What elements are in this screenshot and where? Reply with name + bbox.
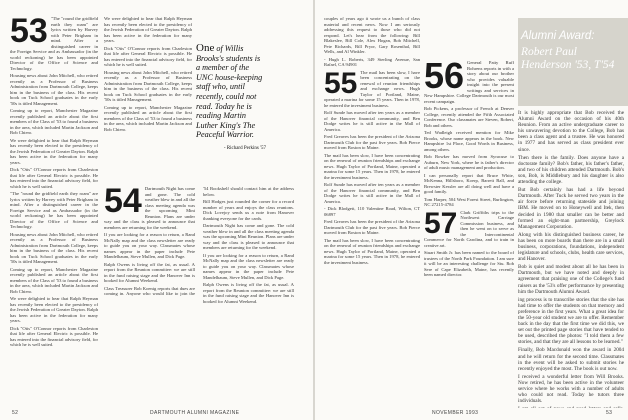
class-notes-53-p1: "The "round the gridfield earth they roam" are lyrics written by Harvey with Peter Brigham in mind. After a distinguished career in the Foreign Service and as Ambassador (in the world reckoning) he has been appointed Director of the Office of Science and Technology. [10, 16, 98, 71]
right-column-1 [324, 16, 420, 408]
award-title: Alumni Award: [521, 30, 595, 42]
class-notes-55-p1b: The mail has been slow, I have been concentrating on the renewal of reunion friendships and exchange news. Hugh Taylor of Portland, Maine, operated a marina for some 15 years. Then in 1978, he entered the investment business. [324, 152, 420, 180]
class-notes-56-p3: Ted Wadleigh received mention for Mike Brooks, whose name appears in the book. New Hampshire 1st Place, Good Words in Business, among others. [424, 130, 514, 152]
award-paragraph-9 [518, 406, 624, 408]
award-paragraph-1: It is highly appropriate that Bob received the Alumni Award on the occasion of his 40th Reunion. From an active undergraduate career to his unwavering devotion to the College, Bob has been a class agent and a trustee. He was honored in 1977 and has served as class president ever since. [518, 110, 624, 153]
class-notes-53-p1b: "The "round the gridfield earth they roam" are lyrics written by Harvey with Peter Brigham in mind. After a distinguished career in the Foreign Service and as Ambassador (in the world reckoning) he has been appointed Director of the Office of Science and Technology. [10, 191, 98, 229]
class-notes-54-cont: couples of years ago it wrote us a bunch of class material and recent news. Now I am seriously addressing this request to those who did not respond. Let's hear from the following: Bill Blakeslee, Bill Cole, Alex Hogan, Bob Mitchell, Pete Richards, Bill Pryor, Gary Rosenthal, Bill Wells, and Al Winkler. [324, 16, 420, 54]
class-notes-53-p5: Dick "Otis" O'Connor reports from Charleston that life after General Electric is possible. He has entered into the financial advisory field, for which he is well suited. [10, 167, 98, 189]
class-notes-56-p2: Bob Pickens, a professor of French at Denver College, recently attended the Fifth Associated Conference. Our classmates are Steven, Robert, Bob and others. [424, 106, 514, 128]
class-notes-53-p2: Housing news about John Mitchell, who retired recently as a Professor of Business Administration from Dartmouth College, keeps him in the business of the class. His recent book on Tuck School graduates in the early '50s is titled Management. [10, 73, 98, 106]
class-notes-53-p5b: Dick "Otis" O'Connor reports from Charleston that life after General Electric is possible. He has entered into the financial advisory field, for which he is well suited. [10, 325, 98, 347]
class-notes-53-p3b: Coming up to report, Manchester Magazine recently published an article about the first members of the Class of '53 to found a business in the area, which included Martin Jackson and Bob Chiero. [10, 266, 98, 294]
class-notes-55-p3: Fred Greaves has been the president of the Arizona Dartmouth Club for the past five years. Bob Pierce moved from Boston to Maine. [324, 134, 420, 150]
class-notes-56-sign: Tom Harper, 504 West Forest Street, Burlington, NC 27215-4784 [424, 196, 514, 207]
award-paragraph-8: I received a wonderful letter from Will Brooks. Now retired, he has been active in the volunteer service where he works with a number of adults who could not read. Today he tutors three individuals. [518, 373, 624, 405]
class-notes-55-p1c: The mail has been slow, I have been concentrating on the renewal of reunion friendships and exchange news. Hugh Taylor of Portland, Maine, operated a marina for some 15 years. Then in 1978, he entered the investment business. [324, 237, 420, 265]
class-notes-54-p1: Dartmouth Night has come and gone. The cold weather blew in and all the class meeting agenda was the upcoming Mini Reunion. Plans are under way and the class is pleased to announce that members are returning for the weekend. [104, 186, 195, 230]
right-column-2 [424, 60, 514, 408]
class-notes-53-p2b: Housing news about John Mitchell, who retired recently as a Professor of Business Administration from Dartmouth College, keeps him in the business of the class. His recent book on Tuck School graduates in the early '50s is titled Management. [10, 231, 98, 264]
class-notes-55-sign: - Dick Blodgett, 110 Valentine Road, Wilton, CT 06897 [324, 206, 420, 217]
class-notes-53-p3: Coming up to report, Manchester Magazine recently published an article about the first members of the Class of '53 to found a business in the area, which included Martin Jackson and Bob Chiero. [10, 108, 98, 135]
class-notes-53-p4b: We were delighted to hear that Ralph Heyman has recently been elected to the presidency of the Jewish Federation of Greater Dayton. Ralph has been active in the federation for many years. [10, 296, 98, 323]
class-notes-53-cont-2: Dick "Otis" O'Connor reports from Charleston that life after General Electric is possible. He has entered into the financial advisory field, for which he is well suited. [104, 45, 192, 67]
award-article [518, 110, 624, 408]
pull-quote [196, 44, 266, 154]
class-notes-57-p2: Stuart Smith Jr. has been named to the board of trustees of the North Park Foundation. I am sure it will be an interesting challenge for Stu. Rob Sere of Cape Elizabeth, Maine, has recently been named director. [424, 250, 514, 277]
class-notes-55-p2b: Rolf Sunde has moved after ten years as a member of the Hanover financial community, and Ben Dodge writes he is still active in the Mall of America. [324, 182, 420, 204]
class-number-57: 57 [424, 206, 458, 240]
class-notes-56-p5: I can personally report that Bruce White, McKenna, Hillsboro, Koerp, Barrett Ball, and Brewster Kessler are all doing well and have a good family. [424, 172, 514, 194]
class-notes-53-cont-4: Coming up to report, Manchester Magazine recently published an article about the first members of the Class of '53 to found a business in the area, which included Martin Jackson and Bob Chiero. [104, 104, 192, 132]
class-notes-54-p2: If you are looking for a reason to return, a Rand McNally map and the class newsletter are ready to guide you on your way. Classmates whose names appear in the paper include Pete Mandelbaum, Steve Mullen, and Dick Page. [104, 232, 195, 259]
award-subtitle: Robert Paul Henderson '53, T'54 [521, 46, 615, 71]
award-paragraph-6: ing process is to transcribe stories that the site has had time to offer the students on that memory and preference in the first years. What a great idea for the 50-year old student we are to offer. Remember back in the day that the first time we did this, we set out the printed page stories that have tended to be used, described the photos: "I told them a few stories, and that they are all lessons to be learned." [518, 296, 624, 346]
class-notes-56-p1: General Patty Ruff Bohrens reports in with a story about our brother who provides valuable insight into the present writings and services in New Hampshire. College Dartmouth is our most recent campaign. [424, 60, 514, 104]
class-notes-54-p3: Ralph Owens is living off the fat, as usual. A report from the Reunion committee: we are still in the fund raising stage and the Hanover Inn is booked for Alumni Weekend. [104, 261, 195, 283]
class-notes-55-p3b: Fred Greaves has been the president of the Arizona Dartmouth Club for the past five years. Bob Pierce moved from Boston to Maine. [324, 219, 420, 235]
class-notes-53-cont-3: Housing news about John Mitchell, who retired recently as a Professor of Business Administration from Dartmouth College, keeps him in the business of the class. His recent book on Tuck School graduates in the early '50s is titled Management. [104, 69, 192, 102]
right-page-number: 53 [606, 410, 613, 416]
class-notes-55-p2: Rolf Sunde has moved after ten years as a member of the Hanover financial community, and Ben Dodge writes he is still active in the Mall of America. [324, 110, 420, 132]
pull-quote-body: of Willis Brooks's students is a member of the UNC house-keeping staff who, until recently, could not read. Today he is reading Martin Luther King's The Peaceful Warrior. [196, 44, 263, 140]
class-notes-53-cont-1: We were delighted to hear that Ralph Heyman has recently been elected to the presidency of the Jewish Federation of Greater Dayton. Ralph has been active in the federation for many years. [104, 16, 192, 43]
class-notes-57-p1: Clark Griffiths trips to the Northwest Carriage Commission business, and then he went on to serve as the Intercontinental Commerce for North Carolina, and to train in creative art. [424, 209, 514, 248]
left-column-2-top [104, 16, 192, 176]
class-notes-53-p4: We were delighted to hear that Ralph Heyman has recently been elected to the presidency of the Jewish Federation of Greater Dayton. Ralph has been active in the federation for many years. [10, 137, 98, 165]
left-footer-magazine: DARTMOUTH ALUMNI MAGAZINE [150, 410, 240, 416]
class-notes-54-p4: Class Treasurer Bob Koenig reports that dues are coming in. Anyone who would like to join the '54 Bookshelf should contact him at the address below. [104, 186, 294, 296]
award-paragraph-5: Bob is quiet and modest about all he has been in Dartmouth, but we have noted and deeply in agreement that praising one of the College's fund raisers as the '53's offer performance by presenting him the Dartmouth Alumni Award. [518, 264, 624, 295]
class-notes-55-p1: The mail has been slow, I have been concentrating on the renewal of reunion friendships and exchange news. Hugh Taylor of Portland, Maine, operated a marina for some 15 years. Then in 1978, he entered the investment business. [324, 69, 420, 108]
left-column-1 [10, 16, 98, 408]
class-notes-54-sign: - Hugh L. Roberts, 349 Sterling Avenue, San Rafael, CA 94901 [324, 56, 420, 67]
class-number-53: 53 [10, 16, 48, 50]
award-paragraph-4: Along with his distinguished business career, he has been on more boards than there are in a small business, corporations, foundations, independent legislature and schools, clubs, health care services, and Hanover. [518, 231, 624, 263]
pull-quote-lead: One [196, 42, 215, 54]
class-number-56: 56 [424, 60, 465, 96]
right-footer-date: NOVEMBER 1993 [432, 410, 479, 416]
left-page-number: 52 [12, 410, 19, 416]
award-paragraph-7: Finally, Bob Macdonald won the award in 2004 and he will return for the second time. Classmates in the event will be asked to submit stories he recently enjoyed the most. The book is out now. [518, 347, 624, 372]
class-notes-54-p2b: If you are looking for a reason to return, a Rand McNally map and the class newsletter are ready to guide you on your way. Classmates whose names appear in the paper include Pete Mandelbaum, Steve Mullen, and Dick Page. [203, 252, 294, 280]
class-notes-54-p3b: Ralph Owens is living off the fat, as usual. A report from the Reunion committee: we are still in the fund raising stage and the Hanover Inn is booked for Alumni Weekend. [203, 282, 294, 304]
class-number-54: 54 [104, 186, 142, 220]
class-notes-56-p4: Bob Bowker has moved from Syracuse to Auburn, New York, where he is father's director of adult music management and production. [424, 154, 514, 170]
left-column-54 [104, 186, 294, 408]
class-number-55: 55 [324, 66, 358, 100]
award-paragraph-2: Then there is the family. Does anyone have a doctorate family? Bob's father, his father's father, and two of his children attended Dartmouth. Bob's son, Bob, is Middlebury and his daughter is also attending the college. [518, 154, 624, 186]
class-notes-54-p1b: Dartmouth Night has come and gone. The cold weather blew in and all the class meeting agenda was the upcoming Mini Reunion. Plans are under way and the class is pleased to announce that members are returning for the weekend. [203, 223, 294, 250]
award-paragraph-3: But Bob certainly has had a life beyond Dartmouth. After Tuck he served two years in the air force before returning stateside and joining IBM. He moved on to Honeywell and Itek, then decided in 1980 that smaller can be better and formed an eight-man partnership, Greylock Management Corporation. [518, 187, 624, 230]
pull-quote-attribution: - Richard Perkins '57 [223, 145, 266, 151]
class-notes-54-p5: Bill Hodges just rounded the corner for a record number of years and enjoys the class reunions. Dick Lovejoy sends us a note from Hanover thanking everyone for the cards. [203, 199, 294, 221]
